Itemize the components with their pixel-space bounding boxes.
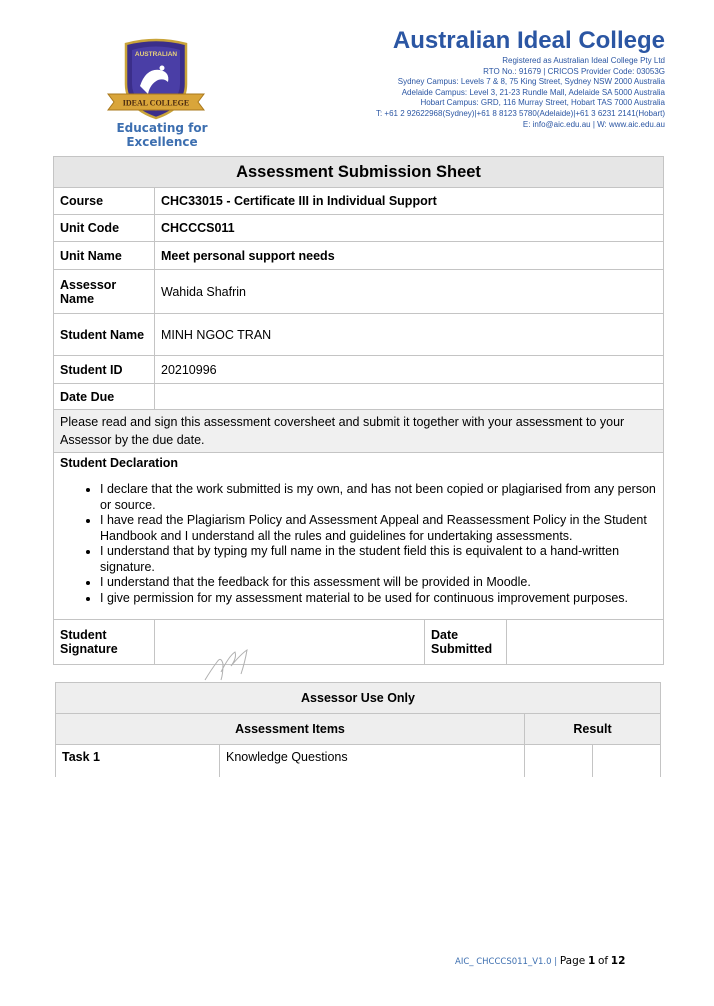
page-total: 12	[610, 955, 626, 967]
unit-code-label: Unit Code	[54, 215, 155, 242]
date-due-value	[155, 384, 664, 410]
address-line: Hobart Campus: GRD, 116 Murray Street, Hobart TAS 7000 Australia	[420, 98, 665, 108]
task-label: Task 1	[56, 745, 220, 777]
page-word: Page	[559, 955, 586, 967]
logo-banner-text: IDEAL COLLEGE	[122, 98, 190, 108]
task-item: Knowledge Questions	[220, 745, 525, 777]
unit-name-value: Meet personal support needs	[155, 242, 664, 270]
page-footer	[455, 955, 625, 967]
date-submitted-label: Date Submitted	[425, 620, 507, 665]
assessor-name-label: Assessor Name	[54, 270, 155, 314]
date-due-label: Date Due	[54, 384, 155, 410]
assessor-use-title: Assessor Use Only	[56, 683, 661, 714]
submission-sheet-table	[53, 156, 664, 665]
address-line: RTO No.: 91679 | CRICOS Provider Code: 03053G	[483, 66, 665, 76]
declaration-item: • I understand that by typing my full name in the student field this is equivalent to a hand-written signature.	[100, 544, 657, 575]
address-line: Registered as Australian Ideal College Pty Ltd	[502, 56, 665, 65]
address-line: Adelaide Campus: Level 3, 21-23 Rundle Mall, Adelaide SA 5000 Australia	[401, 87, 665, 97]
declaration-item: • I understand that the feedback for this assessment will be provided in Moodle.	[100, 575, 657, 591]
result-header: Result	[525, 714, 661, 745]
page-number: 1	[587, 955, 596, 967]
student-id-value[interactable]: 20210996	[155, 356, 664, 384]
of-word: of	[597, 955, 609, 967]
result-cell[interactable]	[593, 745, 661, 777]
unit-name-label: Unit Name	[54, 242, 155, 270]
student-name-label: Student Name	[54, 314, 155, 356]
assessment-items-header: Assessment Items	[56, 714, 525, 745]
college-address-block	[376, 56, 665, 130]
declaration-item: • I give permission for my assessment material to be used for continuous improvement purposes.	[100, 591, 657, 607]
course-value: CHC33015 - Certificate III in Individual Support	[155, 188, 664, 215]
college-name: Australian Ideal College	[392, 27, 665, 54]
student-signature-field[interactable]	[155, 620, 425, 665]
declaration-heading: Student Declaration	[60, 456, 179, 470]
declaration-item: • I have read the Plagiarism Policy and Assessment Appeal and Reassessment Policy in the Student Handbook and I understand all the rules and guidelines for undertaking assessments.	[100, 513, 657, 544]
sheet-title: Assessment Submission Sheet	[54, 157, 664, 188]
student-declaration	[54, 453, 664, 620]
document-code: AIC_ CHCCCS011_V1.0 |	[455, 957, 558, 967]
student-name-value[interactable]: MINH NGOC TRAN	[155, 314, 664, 356]
instruction-text: Please read and sign this assessment coversheet and submit it together with your assessment to your Assessor by the due date.	[54, 410, 664, 453]
date-submitted-field[interactable]	[507, 620, 664, 665]
student-id-label: Student ID	[54, 356, 155, 384]
unit-code-value: CHCCCS011	[155, 215, 664, 242]
college-logo	[104, 38, 208, 124]
student-signature-label: Student Signature	[54, 620, 155, 665]
address-line: E: info@aic.edu.au | W: www.aic.edu.au	[522, 119, 665, 129]
result-cell[interactable]	[525, 745, 593, 777]
assessor-use-table	[55, 682, 661, 777]
course-label: Course	[54, 188, 155, 215]
declaration-item: • I declare that the work submitted is my own, and has not been copied or plagiarised from any person or source.	[100, 482, 657, 513]
address-line: T: +61 2 92622968(Sydney)|+61 8 8123 5780(Adelaide)|+61 3 6231 2141(Hobart)	[375, 108, 665, 118]
address-line: Sydney Campus: Levels 7 & 8, 75 King Street, Sydney NSW 2000 Australia	[397, 77, 665, 87]
declaration-list	[60, 482, 657, 606]
college-tagline: Educating for Excellence	[116, 121, 208, 149]
handwritten-signature	[201, 644, 261, 684]
logo-text-top: AUSTRALIAN	[134, 51, 178, 58]
assessor-name-value: Wahida Shafrin	[155, 270, 664, 314]
